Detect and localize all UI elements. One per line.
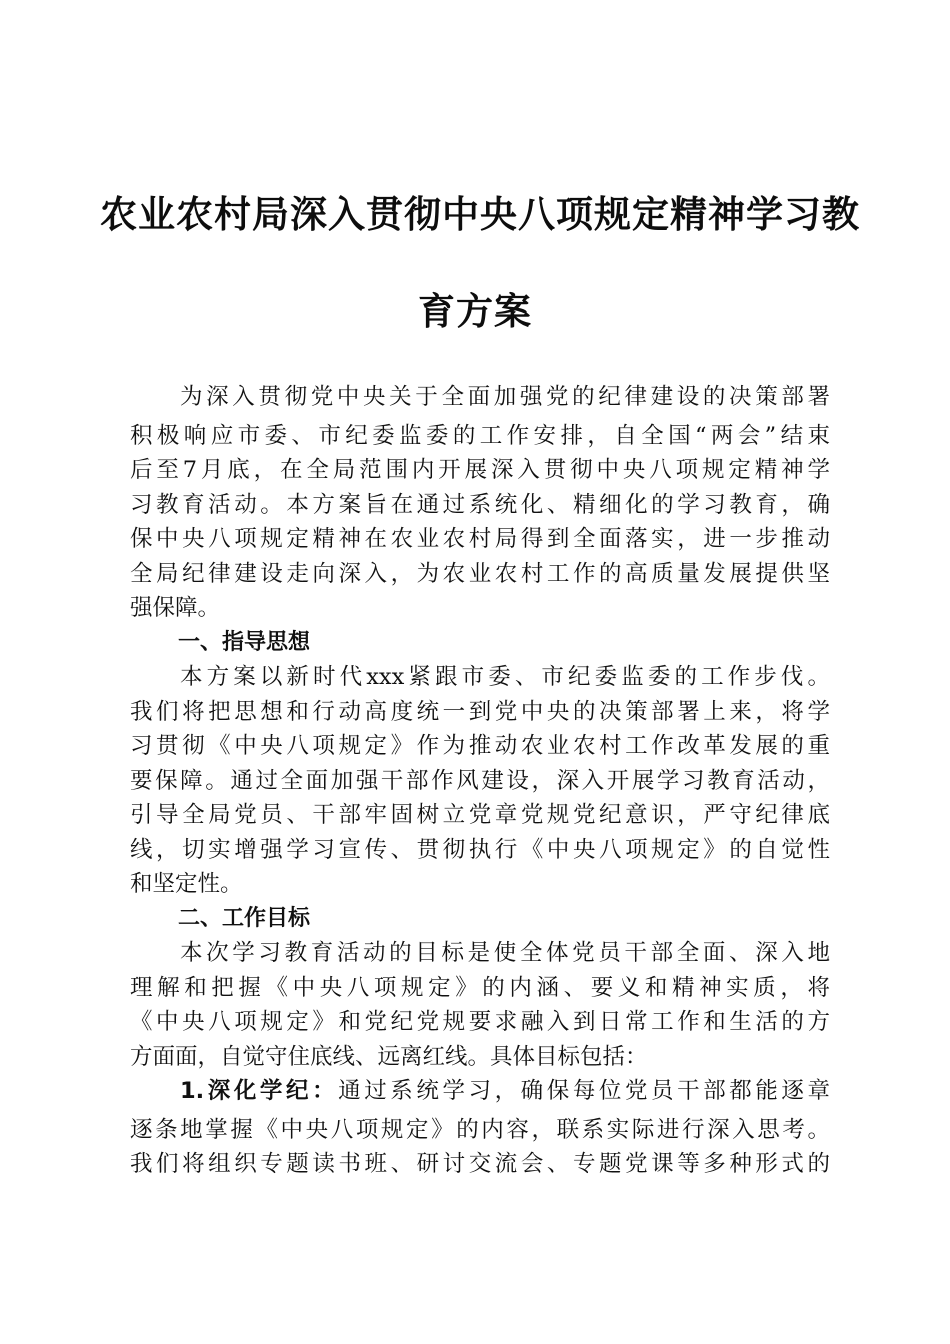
section-heading-guiding-ideology: 一、指导思想	[178, 630, 311, 655]
section1-line: 本方案以新时代xxx紧跟市委、市纪委监委的工作步伐。	[180, 664, 830, 690]
document-title-line-1: 农业农村局深入贯彻中央八项规定精神学习教	[100, 193, 860, 236]
intro-line: 后至7月底，在全局范围内开展深入贯彻中央八项规定精神学	[130, 457, 830, 483]
intro-line: 保中央八项规定精神在农业农村局得到全面落实，进一步推动	[130, 526, 830, 552]
section-heading-work-goals: 二、工作目标	[178, 906, 311, 931]
document-title-line-2: 育方案	[418, 290, 532, 333]
section2-line: 《中央八项规定》和党纪党规要求融入到日常工作和生活的方	[130, 1009, 830, 1035]
section1-line: 线，切实增强学习宣传、贯彻执行《中央八项规定》的自觉性	[130, 837, 830, 863]
section1-line: 引导全局党员、干部牢固树立党章党规党纪意识，严守纪律底	[130, 802, 830, 828]
intro-line: 习教育活动。本方案旨在通过系统化、精细化的学习教育，确	[130, 492, 830, 518]
section1-line: 要保障。通过全面加强干部作风建设，深入开展学习教育活动，	[130, 768, 830, 794]
section2-line: 本次学习教育活动的目标是使全体党员干部全面、深入地	[180, 940, 830, 966]
intro-line: 全局纪律建设走向深入，为农业农村工作的高质量发展提供坚	[130, 561, 830, 587]
section2-line: 理解和把握《中央八项规定》的内涵、要义和精神实质，将	[130, 975, 830, 1001]
item1-lead: 1.深化学纪：	[180, 1078, 339, 1104]
intro-line: 强保障。	[130, 595, 221, 621]
item1-line: 我们将组织专题读书班、研讨交流会、专题党课等多种形式的	[130, 1151, 830, 1177]
intro-line: 为深入贯彻党中央关于全面加强党的纪律建设的决策部署	[180, 384, 830, 410]
item1-first-line	[180, 1074, 830, 1108]
item1-line: 逐条地掌握《中央八项规定》的内容，联系实际进行深入思考。	[130, 1117, 830, 1143]
section1-line: 习贯彻《中央八项规定》作为推动农业农村工作改革发展的重	[130, 733, 830, 759]
section1-line: 我们将把思想和行动高度统一到党中央的决策部署上来，将学	[130, 699, 830, 725]
intro-line: 积极响应市委、市纪委监委的工作安排，自全国“两会”结束	[130, 423, 830, 449]
section2-line: 方面面，自觉守住底线、远离红线。具体目标包括：	[130, 1044, 648, 1070]
section1-line: 和坚定性。	[130, 871, 243, 897]
item1-first-text: 通过系统学习，确保每位党员干部都能逐章	[338, 1078, 830, 1104]
